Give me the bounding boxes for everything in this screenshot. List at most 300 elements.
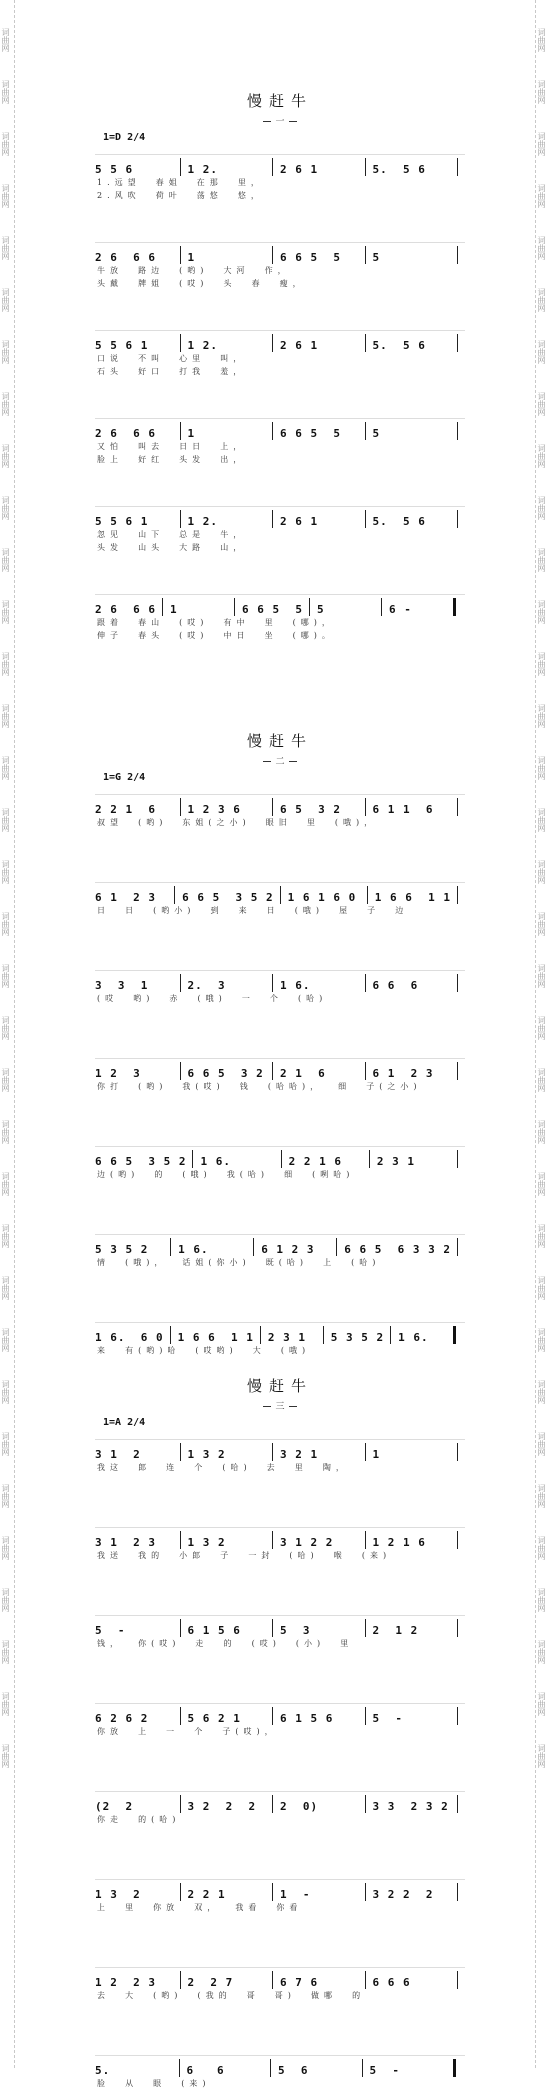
watermark-text: 词曲网 (1, 964, 10, 988)
barline (362, 2059, 364, 2077)
score-line (95, 592, 465, 642)
watermark-text: 词曲网 (537, 704, 546, 728)
measure: 6 6 5 3 5 2 (182, 891, 274, 904)
barline (272, 1531, 274, 1549)
measure: 5 3 5 2 (330, 1331, 385, 1344)
barline (272, 1707, 274, 1725)
notation-row (95, 2053, 465, 2077)
barline (457, 1531, 459, 1549)
barline (280, 886, 282, 904)
score-line (95, 1320, 465, 1357)
notation-row (95, 240, 465, 264)
watermark-text: 词曲网 (1, 1328, 10, 1352)
song-title: 慢赶牛 (246, 1377, 313, 1395)
measure: 6 6 5 5 (280, 427, 341, 440)
barline (180, 1971, 182, 1989)
left-watermark-strip (0, 0, 15, 2068)
watermark-text: 词曲网 (1, 1380, 10, 1404)
measure: 6 6 (186, 2064, 225, 2077)
lyric-line: 脸 从 眼 (来) (97, 2079, 211, 2088)
watermark-text: 词曲网 (537, 1536, 546, 1560)
watermark-text: 词曲网 (537, 652, 546, 676)
watermark-text: 词曲网 (537, 1380, 546, 1404)
barline (365, 334, 367, 352)
watermark-text: 词曲网 (1, 236, 10, 260)
watermark-text: 词曲网 (1, 1172, 10, 1196)
barline (234, 598, 236, 616)
barline (369, 1150, 371, 1168)
watermark-text: 词曲网 (537, 1588, 546, 1612)
barline (179, 2059, 181, 2077)
measure: 5 - (369, 2064, 400, 2077)
measure: 1 3 2 (95, 1888, 141, 1901)
measure: 2 2 1 6 (95, 803, 156, 816)
measure: 3 3 2 3 2 (372, 1800, 449, 1813)
measure: 1 2 2 3 (95, 1976, 156, 1989)
barline (336, 1238, 338, 1256)
key-signature: 1=A 2/4 (103, 1417, 146, 1428)
barline (272, 974, 274, 992)
measure: 1 2 3 (95, 1067, 141, 1080)
watermark-text: 词曲网 (1, 1224, 10, 1248)
notation-row (95, 152, 465, 176)
measure: 6 2 6 2 (95, 1712, 149, 1725)
measure: 1 2. (187, 339, 218, 352)
score-line (95, 1965, 465, 2002)
measure: 5 (372, 427, 381, 440)
barline (180, 1619, 182, 1637)
measure: 5 3 5 2 (95, 1243, 149, 1256)
measure: 1 6 6 1 1 (374, 891, 451, 904)
measure: 1 6. 6 0 (95, 1331, 164, 1344)
measure: 6 6 5 3 2 (187, 1067, 264, 1080)
measure: 5 3 (280, 1624, 311, 1637)
measure: 5 (372, 251, 381, 264)
score-line (95, 2053, 465, 2090)
watermark-text: 词曲网 (537, 1744, 546, 1768)
watermark-text: 词曲网 (537, 392, 546, 416)
score-line (95, 968, 465, 1005)
measure: 1 6. (398, 1331, 429, 1344)
lyric-line: 头发 山头 大路 山， (97, 543, 247, 552)
barline (180, 798, 182, 816)
score-line (95, 416, 465, 466)
notation-row (95, 1320, 465, 1344)
lyric-line: 情 (哦)， 话姐(你小) 既(哈) 上 (哈) (97, 1258, 381, 1267)
score-line (95, 1525, 465, 1562)
score-line (95, 1613, 465, 1650)
barline (180, 1531, 182, 1549)
barline (192, 1150, 194, 1168)
barline (323, 1326, 325, 1344)
watermark-text: 词曲网 (537, 912, 546, 936)
watermark-text: 词曲网 (1, 548, 10, 572)
notation-row (95, 1437, 465, 1461)
notation-row (95, 416, 465, 440)
measure: 6 6 6 (372, 1976, 411, 1989)
barline (272, 1619, 274, 1637)
barline (180, 974, 182, 992)
barline (272, 1062, 274, 1080)
barline (272, 510, 274, 528)
measure: 3 1 2 2 (280, 1536, 334, 1549)
watermark-text: 词曲网 (537, 1640, 546, 1664)
final-barline (453, 598, 459, 616)
measure: 1 6 6 1 1 (177, 1331, 254, 1344)
barline (365, 1062, 367, 1080)
measure: 5. 5 6 (372, 163, 426, 176)
barline (180, 1883, 182, 1901)
watermark-text: 词曲网 (1, 1536, 10, 1560)
lyric-line: 忽见 山下 总是 牛， (97, 530, 247, 539)
notation-row (95, 504, 465, 528)
key-signature: 1=D 2/4 (103, 132, 146, 143)
barline (457, 1883, 459, 1901)
barline (281, 1150, 283, 1168)
notation-row (95, 968, 465, 992)
barline (365, 510, 367, 528)
barline (457, 1443, 459, 1461)
watermark-text: 词曲网 (537, 1484, 546, 1508)
barline (180, 334, 182, 352)
song-number: 二 (95, 754, 465, 767)
watermark-text: 词曲网 (537, 1172, 546, 1196)
measure: 3 3 1 (95, 979, 149, 992)
watermark-text: 词曲网 (537, 28, 546, 52)
measure: 1 6. (178, 1243, 209, 1256)
watermark-text: 词曲网 (1, 1744, 10, 1768)
barline (457, 422, 459, 440)
measure: 5 - (95, 1624, 126, 1637)
measure: 1 (372, 1448, 381, 1461)
lyric-line: 头戴 牌姐 (哎) 头 春 瘦， (97, 279, 306, 288)
watermark-text: 词曲网 (537, 1016, 546, 1040)
measure: 5 5 6 1 (95, 339, 149, 352)
score-line (95, 792, 465, 829)
barline (457, 1238, 459, 1256)
measure: 1 3 2 (187, 1448, 226, 1461)
measure: 6 1 2 3 (261, 1243, 315, 1256)
barline (272, 422, 274, 440)
measure: 1 2. (187, 163, 218, 176)
score-line (95, 1701, 465, 1738)
barline (365, 246, 367, 264)
measure: 1 2. (187, 515, 218, 528)
watermark-text: 词曲网 (1, 28, 10, 52)
barline (260, 1326, 262, 1344)
watermark-text: 词曲网 (537, 1276, 546, 1300)
barline (272, 1883, 274, 1901)
measure: 6 1 1 6 (372, 803, 434, 816)
measure: 6 5 3 2 (280, 803, 341, 816)
barline (390, 1326, 392, 1344)
measure: 6 1 5 6 (280, 1712, 334, 1725)
measure: 2 6 1 (280, 515, 319, 528)
barline (180, 422, 182, 440)
barline (272, 1795, 274, 1813)
lyric-line: 伸子 春头 (哎) 中日 坐 (哪)。 (97, 631, 335, 640)
barline (365, 158, 367, 176)
measure: 6 6 6 (372, 979, 419, 992)
barline (170, 1238, 172, 1256)
measure: 1 6 1 6 0 (287, 891, 357, 904)
watermark-text: 词曲网 (1, 1588, 10, 1612)
watermark-text: 词曲网 (537, 548, 546, 572)
barline (457, 886, 459, 904)
watermark-text: 词曲网 (537, 756, 546, 780)
notation-row (95, 1701, 465, 1725)
measure: 6 7 6 (280, 1976, 319, 1989)
barline (457, 510, 459, 528)
barline (457, 1795, 459, 1813)
watermark-text: 词曲网 (537, 496, 546, 520)
watermark-text: 词曲网 (537, 132, 546, 156)
barline (457, 246, 459, 264)
barline (457, 1062, 459, 1080)
measure: 1 - (280, 1888, 311, 1901)
lyric-line: 日 日 (哟小) 到 来 日 (哦) 屋 子 边 (97, 906, 409, 915)
measure: 2. 3 (187, 979, 226, 992)
measure: 2 3 1 (267, 1331, 306, 1344)
lyric-line: 2.风吹 荷叶 荡悠 悠， (97, 191, 264, 200)
measure: 2 2 7 (187, 1976, 234, 1989)
barline (381, 598, 383, 616)
barline (365, 1883, 367, 1901)
watermark-text: 词曲网 (537, 1692, 546, 1716)
measure: 2 6 6 6 (95, 251, 156, 264)
notation-row (95, 1232, 465, 1256)
watermark-text: 词曲网 (537, 1328, 546, 1352)
watermark-text: 词曲网 (537, 236, 546, 260)
measure: 2 3 1 (376, 1155, 415, 1168)
measure: 1 2 3 6 (187, 803, 241, 816)
measure: 2 6 6 6 (95, 427, 156, 440)
watermark-text: 词曲网 (1, 704, 10, 728)
lyric-line: 你打 (哟) 我(哎) 钱 (哈哈)， 细 子(之小) (97, 1082, 422, 1091)
watermark-text: 词曲网 (1, 1120, 10, 1144)
watermark-text: 词曲网 (537, 444, 546, 468)
watermark-text: 词曲网 (1, 1432, 10, 1456)
score-line (95, 1144, 465, 1181)
measure: 6 1 5 6 (187, 1624, 241, 1637)
barline (180, 1707, 182, 1725)
barline (272, 158, 274, 176)
barline (162, 598, 164, 616)
barline (180, 158, 182, 176)
song-number: 一 (95, 114, 465, 127)
watermark-text: 词曲网 (1, 1068, 10, 1092)
notation-row (95, 792, 465, 816)
score-line (95, 504, 465, 554)
watermark-text: 词曲网 (537, 340, 546, 364)
measure: 6 6 5 5 (280, 251, 341, 264)
barline (174, 886, 176, 904)
right-watermark-strip (535, 0, 550, 2068)
barline (367, 886, 369, 904)
lyric-line: 又怕 叫去 日日 上， (97, 442, 247, 451)
lyric-line: 边(哟) 的 (哦) 我(哈) 细 (咧哈) (97, 1170, 355, 1179)
barline (180, 510, 182, 528)
lyric-line: 我送 我的 小郎 子 一封 (哈) 喉 (来) (97, 1551, 392, 1560)
watermark-text: 词曲网 (1, 392, 10, 416)
notation-row (95, 1877, 465, 1901)
score-line (95, 240, 465, 290)
barline (457, 974, 459, 992)
barline (457, 1971, 459, 1989)
barline (365, 1795, 367, 1813)
barline (365, 422, 367, 440)
measure: 5 5 6 1 (95, 515, 149, 528)
measure: 3 2 1 (280, 1448, 319, 1461)
barline (365, 1619, 367, 1637)
lyric-line: 去 大 (哟) (我的 哥 哥) 做哪 的 (97, 1991, 366, 2000)
measure: 2 2 1 (187, 1888, 226, 1901)
measure: 3 2 2 2 (372, 1888, 434, 1901)
measure: 1 (187, 427, 196, 440)
notation-row (95, 1144, 465, 1168)
score-line (95, 1789, 465, 1826)
measure: (2 2 (95, 1800, 134, 1813)
measure: 5 5 6 (95, 163, 134, 176)
watermark-text: 词曲网 (1, 1484, 10, 1508)
barline (365, 1531, 367, 1549)
measure: 5. (95, 2064, 111, 2077)
score-line (95, 880, 465, 917)
watermark-text: 词曲网 (537, 1068, 546, 1092)
measure: 6 1 2 3 (95, 891, 156, 904)
watermark-text: 词曲网 (1, 1640, 10, 1664)
watermark-text: 词曲网 (1, 600, 10, 624)
barline (180, 1795, 182, 1813)
score-line (95, 1056, 465, 1093)
watermark-text: 词曲网 (1, 288, 10, 312)
watermark-text: 词曲网 (1, 756, 10, 780)
watermark-text: 词曲网 (537, 288, 546, 312)
score-line (95, 1437, 465, 1474)
barline (365, 1443, 367, 1461)
measure: 1 6. (280, 979, 311, 992)
measure: 5. 5 6 (372, 515, 426, 528)
watermark-text: 词曲网 (537, 1432, 546, 1456)
barline (457, 1707, 459, 1725)
measure: 1 (187, 251, 196, 264)
watermark-text: 词曲网 (537, 600, 546, 624)
lyric-line: (哎 哟) 赤 (哦) 一 个 (哈) (97, 994, 328, 1003)
barline (180, 1443, 182, 1461)
barline (272, 1971, 274, 1989)
lyric-line: 你放 上 一 个 子(哎)， (97, 1727, 278, 1736)
watermark-text: 词曲网 (1, 340, 10, 364)
measure: 2 1 6 (280, 1067, 326, 1080)
lyric-line: 口说 不叫 心里 叫， (97, 354, 247, 363)
measure: 1 2 1 6 (372, 1536, 426, 1549)
barline (270, 2059, 272, 2077)
measure: 1 (169, 603, 178, 616)
song-title: 慢赶牛 (246, 92, 313, 110)
watermark-text: 词曲网 (537, 1120, 546, 1144)
measure: 5 6 (278, 2064, 309, 2077)
measure: 2 2 1 6 (288, 1155, 343, 1168)
measure: 5 - (372, 1712, 403, 1725)
watermark-text: 词曲网 (1, 1692, 10, 1716)
measure: 2 6 1 (280, 339, 319, 352)
notation-row (95, 1056, 465, 1080)
measure: 2 6 6 6 (95, 603, 156, 616)
lyric-line: 牛放 路边 (哟) 大河 作， (97, 266, 291, 275)
barline (365, 974, 367, 992)
notation-row (95, 592, 465, 616)
barline (457, 334, 459, 352)
watermark-text: 词曲网 (537, 860, 546, 884)
lyric-line: 上 里 你放 双， 我看 你看 (97, 1903, 303, 1912)
lyric-line: 我这 郎 连 个 (哈) 去 里 陶， (97, 1463, 349, 1472)
song-number: 三 (95, 1399, 465, 1412)
notation-row (95, 1613, 465, 1637)
barline (253, 1238, 255, 1256)
watermark-text: 词曲网 (1, 860, 10, 884)
lyric-line: 石头 好口 打我 羞， (97, 367, 247, 376)
final-barline (453, 2059, 459, 2077)
watermark-text: 词曲网 (537, 808, 546, 832)
measure: 3 2 2 2 (187, 1800, 257, 1813)
lyric-line: 来 有(哟)哈 (哎哟) 大 (哦) (97, 1346, 311, 1355)
barline (272, 798, 274, 816)
watermark-text: 词曲网 (537, 80, 546, 104)
measure: 6 - (389, 603, 412, 616)
barline (272, 1443, 274, 1461)
barline (170, 1326, 172, 1344)
lyric-line: 跟着 春山 (哎) 有中 里 (哪)， (97, 618, 335, 627)
watermark-text: 词曲网 (1, 1016, 10, 1040)
barline (457, 158, 459, 176)
barline (180, 1062, 182, 1080)
barline (180, 246, 182, 264)
lyric-line: 钱， 你(哎) 走 的 (哎) (小) 里 (97, 1639, 354, 1648)
watermark-text: 词曲网 (537, 964, 546, 988)
watermark-text: 词曲网 (1, 652, 10, 676)
barline (457, 1619, 459, 1637)
lyric-line: 1.远望 春姐 在那 里， (97, 178, 264, 187)
measure: 5 (316, 603, 325, 616)
measure: 5 6 2 1 (187, 1712, 241, 1725)
measure: 6 6 5 5 (242, 603, 303, 616)
measure: 1 3 2 (187, 1536, 226, 1549)
lyric-line: 你走 的(哈) (97, 1815, 181, 1824)
watermark-text: 词曲网 (1, 1276, 10, 1300)
key-signature: 1=G 2/4 (103, 772, 146, 783)
notation-row (95, 328, 465, 352)
measure: 6 6 5 3 5 2 (95, 1155, 187, 1168)
measure: 1 6. (200, 1155, 231, 1168)
barline (457, 798, 459, 816)
barline (365, 798, 367, 816)
watermark-text: 词曲网 (1, 132, 10, 156)
notation-row (95, 880, 465, 904)
measure: 5. 5 6 (372, 339, 426, 352)
score-line (95, 152, 465, 202)
measure: 3 1 2 (95, 1448, 141, 1461)
watermark-text: 词曲网 (1, 80, 10, 104)
watermark-text: 词曲网 (1, 808, 10, 832)
watermark-text: 词曲网 (537, 184, 546, 208)
barline (309, 598, 311, 616)
lyric-line: 叔望 (哟) 东姐(之小) 眼旧 里 (哦)， (97, 818, 378, 827)
notation-row (95, 1525, 465, 1549)
watermark-text: 词曲网 (537, 1224, 546, 1248)
score-line (95, 328, 465, 378)
notation-row (95, 1965, 465, 1989)
barline (365, 1707, 367, 1725)
